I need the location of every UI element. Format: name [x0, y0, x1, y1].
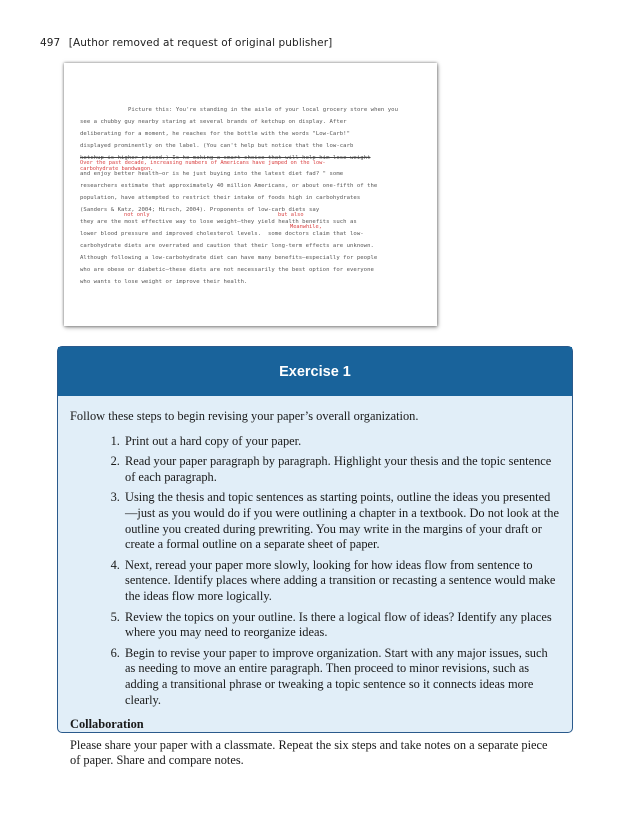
exercise-intro: Follow these steps to begin revising your paper’s overall organization. [70, 409, 419, 423]
exercise-step: 6. Begin to revise your paper to improve organization. Start with any major issues, such as needing to move an entire paragraph. Then proceed to minor revisions, such as adding a transitional phrase or tweaking a topic sentence so it connects ideas more clearly. [123, 646, 560, 708]
exercise-step: 5. Review the topics on your outline. Is there a logical flow of ideas? Identify any places where you may need to reorganize ideas. [123, 610, 560, 641]
draft-edit-not-only: not only [124, 212, 150, 218]
draft-line: carbohydrate diets are overrated and caution that their long-term effects are unknown. [80, 243, 374, 249]
exercise-step: 1. Print out a hard copy of your paper. [123, 434, 560, 450]
exercise-step: 3. Using the thesis and topic sentences as starting points, outline the ideas you presented—just as you would do if you were outlining a chapter in a textbook. Do not look at the outline you created during prewriting. You may write in the margins of your draft or create a formal outline on a separate sheet of paper. [123, 490, 560, 552]
draft-edit-insert: Over the past decade, increasing numbers of Americans have jumped on the low- [80, 160, 326, 166]
draft-line: population, have attempted to restrict their intake of foods high in carbohydrates [80, 195, 361, 201]
draft-line: see a chubby guy nearby staring at several brands of ketchup on display. After [80, 119, 347, 125]
collaboration-heading: Collaboration [70, 717, 144, 732]
draft-line: and enjoy better health—or is he just buying into the latest diet fad? " some [80, 171, 344, 177]
collaboration-text: Please share your paper with a classmate. Repeat the six steps and take notes on a separate piece of paper. Share and compare notes. [70, 737, 548, 768]
draft-edit-meanwhile: Meanwhile, [290, 224, 322, 230]
draft-line: researchers estimate that approximately 40 million Americans, or about one-fifth of the [80, 183, 378, 189]
draft-line: who are obese or diabetic—these diets are not necessarily the best option for everyone [80, 267, 374, 273]
exercise-title: Exercise 1 [279, 363, 351, 380]
draft-edit-but-also: but also [278, 212, 304, 218]
page-number: 497 [40, 37, 61, 49]
page-header [40, 37, 332, 49]
draft-line: displayed prominently on the label. (You can't help but notice that the low-carb [80, 143, 354, 149]
draft-line: lower blood pressure and improved cholesterol levels. some doctors claim that low- [80, 231, 364, 237]
draft-image [64, 63, 437, 326]
draft-line: they are the most effective way to lose weight—they yield health benefits such as [80, 219, 357, 225]
exercise-title-bar [58, 347, 572, 396]
exercise-step: 4. Next, reread your paper more slowly, looking for how ideas flow from sentence to sentence. Identify places where adding a transition or recasting a sentence would make the ideas flow more logically. [123, 558, 560, 605]
draft-line: (Sanders & Katz, 2004; Hirsch, 2004). Proponents of low-carb diets say [80, 207, 320, 213]
running-title: [Author removed at request of original publisher] [68, 37, 333, 49]
draft-struck-line: ketchup is higher priced.) Is he making a smart choice that will help him lose weight [80, 155, 371, 161]
exercise-step: 2. Read your paper paragraph by paragraph. Highlight your thesis and the topic sentence of each paragraph. [123, 454, 560, 485]
draft-line: Although following a low-carbohydrate diet can have many benefits—especially for people [80, 255, 378, 261]
exercise-body [58, 396, 572, 769]
draft-edit-insert: carbohydrate bandwagon. [80, 166, 154, 172]
draft-line: Picture this: You're standing in the aisle of your local grocery store when you [128, 107, 398, 113]
exercise-box [57, 346, 573, 768]
draft-line: deliberating for a moment, he reaches for the bottle with the words "Low-Carb!" [80, 131, 350, 137]
exercise-steps [70, 434, 560, 709]
draft-line: who wants to lose weight or improve their health. [80, 279, 248, 285]
